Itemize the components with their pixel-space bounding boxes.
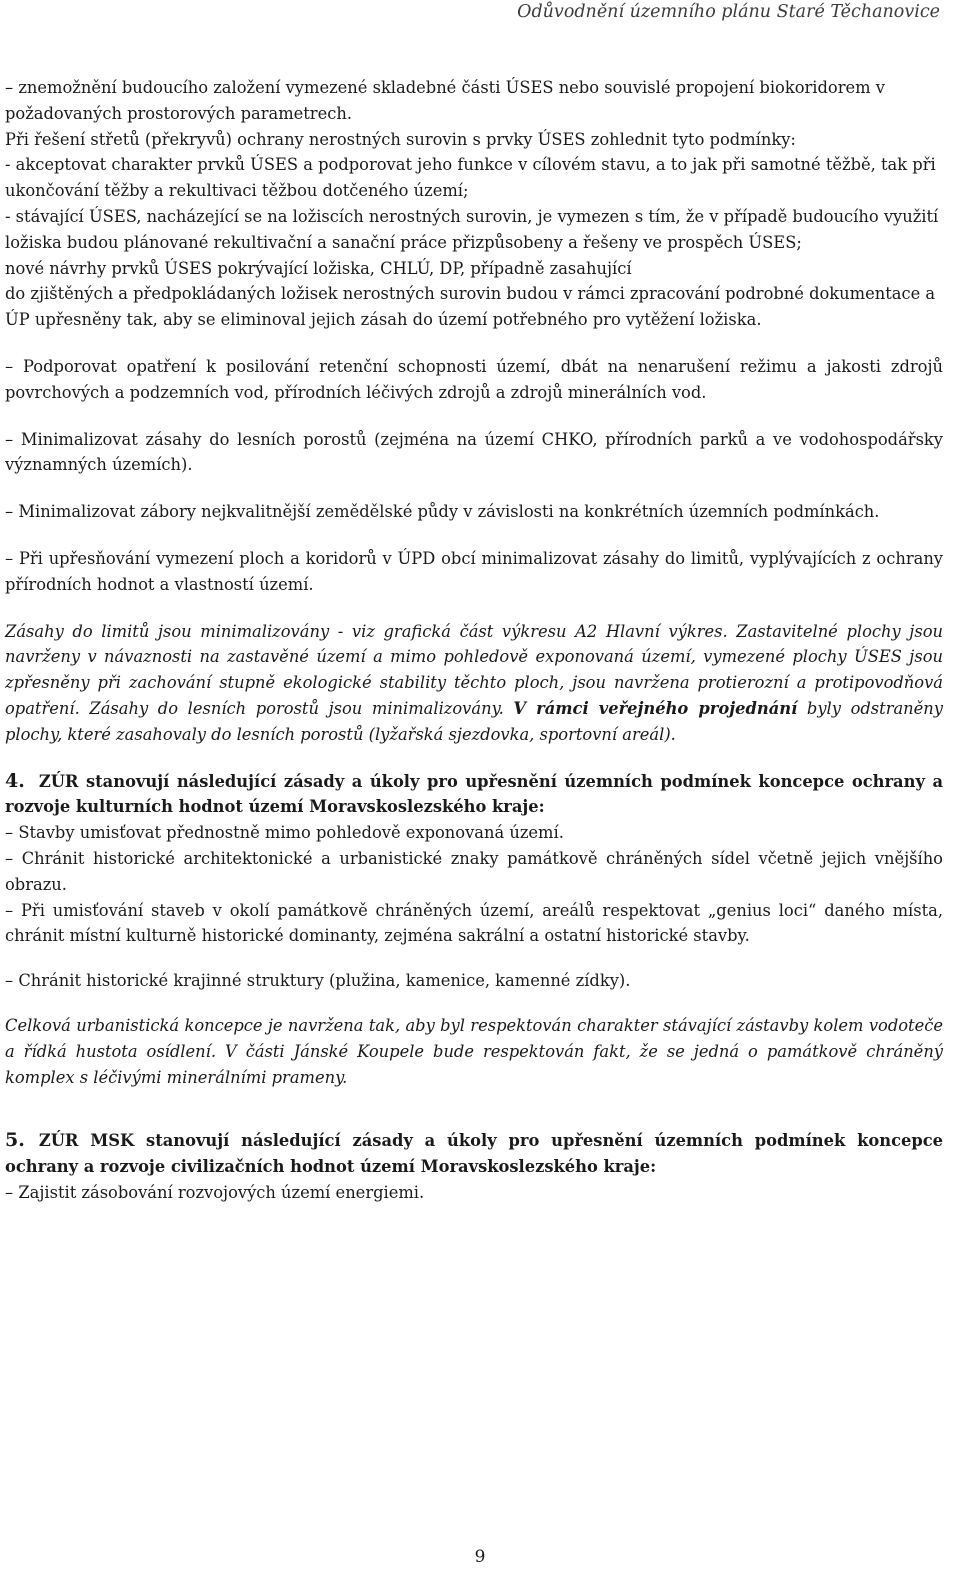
paragraph-architectural-features: – Chránit historické architektonické a urbanistické znaky památkově chráněných sídel včetně jejich vnějšího obrazu.: [5, 848, 943, 894]
section-title-5: ZÚR MSK stanovují následující zásady a úkoly pro upřesnění územních podmínek koncepce ochrany a rozvoje civilizačních hodnot území Moravskoslezského kraje:: [5, 1131, 943, 1177]
section-heading-5: [5, 1128, 943, 1180]
paragraph-buildings: – Stavby umisťovat přednostně mimo pohledově exponovaná území.: [5, 823, 564, 843]
running-header: Odůvodnění územního plánu Staré Těchanovice: [517, 2, 940, 22]
justification-text: Zásahy do limitů jsou minimalizovány - viz grafická část výkresu A2 Hlavní výkres. Zastavitelné plochy jsou navrženy v návaznosti na zastavěné území a mimo pohledově exponovaná území, vymezené plochy ÚSES jsou zpřesněny při zachování stupně ekologické stability těchto ploch, jsou navržena protierozní a protipovodňová opatření. Zásahy do lesních porostů jsou minimalizovány.: [5, 621, 943, 718]
section-heading-4: [5, 769, 943, 821]
page-body: [5, 75, 943, 1206]
section-title-4: ZÚR stanovují následující zásady a úkoly pro upřesnění územních podmínek koncepce ochrany a rozvoje kulturních hodnot území Moravskoslezského kraje:: [5, 771, 943, 817]
paragraph-existing-usez: - stávající ÚSES, nacházející se na ložiscích nerostných surovin, je vymezen s tím, že v případě budoucího využití ložiska budou plánované rekultivační a sanační práce přizpůsobeny a řešeny ve prospěch ÚSES;: [5, 206, 939, 252]
paragraph-conflict-intro: Při řešení střetů (překryvů) ochrany nerostných surovin s prvky ÚSES zohlednit tyto podmínky:: [5, 129, 796, 149]
paragraph-usez-condition: – znemožnění budoucího založení vymezené skladebné části ÚSES nebo souvislé propojení biokoridorem v požadovaných prostorových parametrech.: [5, 78, 885, 123]
section-number-4: 4.: [5, 769, 25, 792]
justification-tail: byly odstraněny plochy, které zasahovaly do lesních porostů (lyžařská sjezdovka, sportovní areál).: [5, 698, 943, 744]
paragraph-agricultural-land: – Minimalizovat zábory nejkvalitnější zemědělské půdy v závislosti na konkrétních územních podmínkách.: [5, 502, 880, 522]
paragraph-retention: – Podporovat opatření k posilování retenční schopnosti území, dbát na nenarušení režimu a jakosti zdrojů povrchových a podzemních vod, přírodních léčivých zdrojů a zdrojů minerálních vod.: [5, 356, 943, 402]
paragraph-forest-interventions: – Minimalizovat zásahy do lesních porostů (zejména na území CHKO, přírodních parků a ve vodohospodářsky významných územích).: [5, 429, 943, 475]
section-number-5: 5.: [5, 1129, 25, 1152]
justification-bold: V rámci veřejného projednání: [513, 698, 798, 718]
paragraph-urban-concept: Celková urbanistická koncepce je navržena tak, aby byl respektován charakter stávající zástavby kolem vodoteče a řídká hustota osídlení. V části Jánské Koupele bude respektován fakt, že se jedná o památkově chráněný komplex s léčivými minerálními prameny.: [5, 1015, 943, 1087]
paragraph-genius-loci: – Při umisťování staveb v okolí památkově chráněných území, areálů respektovat „genius loci“ daného místa, chránit místní kulturně historické dominanty, zejména sakrální a ostatní historické stavby.: [5, 900, 943, 946]
paragraph-justification-limits: [5, 619, 943, 748]
paragraph-energy-supply: – Zajistit zásobování rozvojových území energiemi.: [5, 1182, 425, 1202]
paragraph-new-proposals: nové návrhy prvků ÚSES pokrývající ložiska, CHLÚ, DP, případně zasahující: [5, 258, 632, 278]
paragraph-accept-character: - akceptovat charakter prvků ÚSES a podporovat jeho funkce v cílovém stavu, a to jak při samotné těžbě, tak při ukončování těžby a rekultivaci těžbou dotčeného území;: [5, 155, 936, 201]
paragraph-deposits: do zjištěných a předpokládaných ložisek nerostných surovin budou v rámci zpracování podrobné dokumentace a ÚP upřesněny tak, aby se eliminoval jejich zásah do území potřebného pro vytěžení ložiska.: [5, 284, 936, 330]
paragraph-landscape-structures: – Chránit historické krajinné struktury (plužina, kamenice, kamenné zídky).: [5, 971, 631, 991]
page-number: 9: [474, 1547, 486, 1567]
paragraph-limits: – Při upřesňování vymezení ploch a koridorů v ÚPD obcí minimalizovat zásahy do limitů, vyplývajících z ochrany přírodních hodnot a vlastností území.: [5, 548, 943, 594]
